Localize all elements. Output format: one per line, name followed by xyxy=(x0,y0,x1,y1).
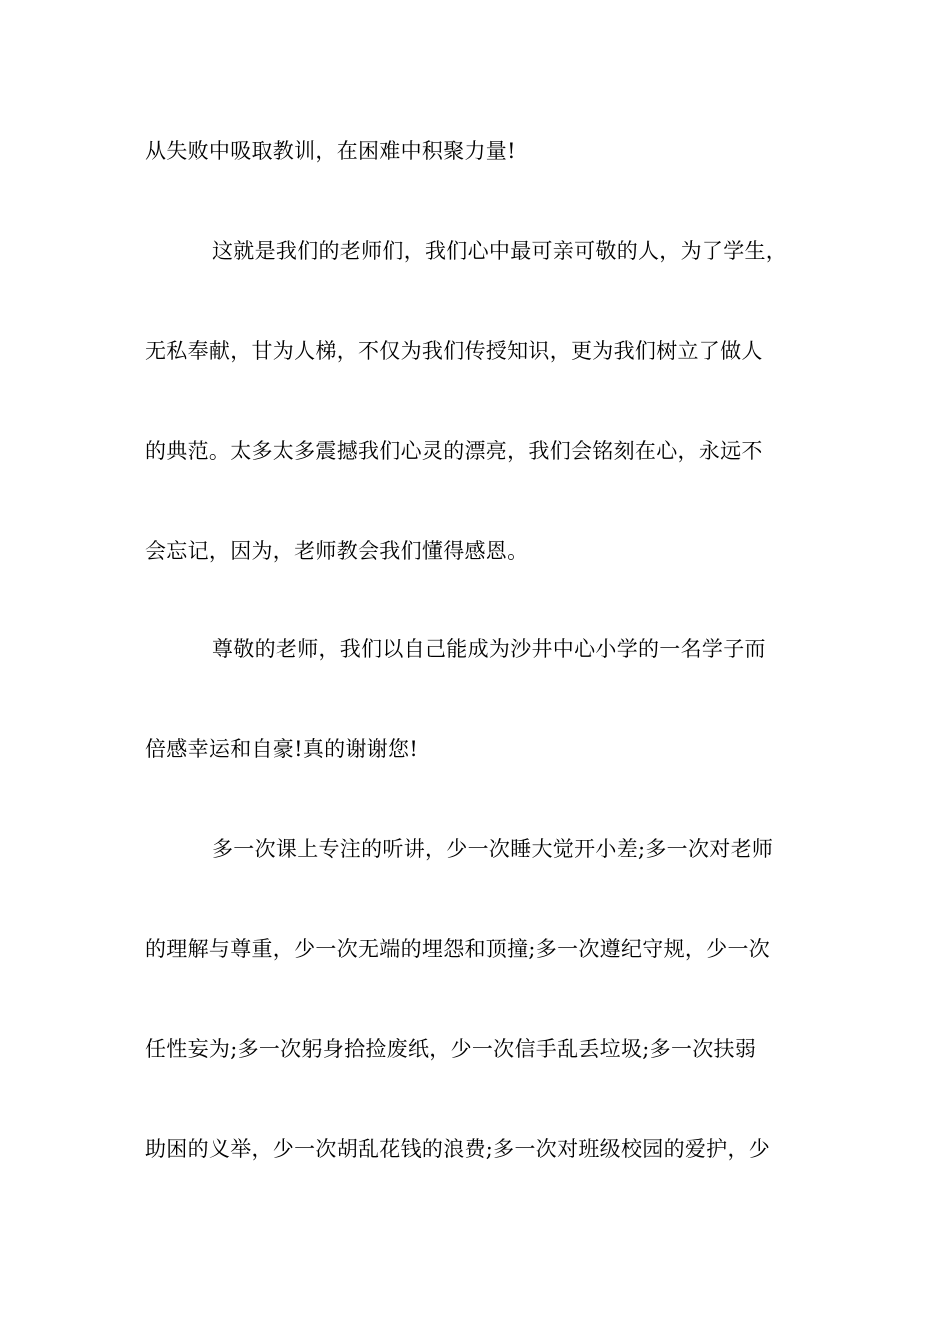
paragraph-start-line: 多一次课上专注的听讲，少一次睡大觉开小差;多一次对老师 xyxy=(212,837,774,861)
text-line: 会忘记，因为，老师教会我们懂得感恩。 xyxy=(145,539,529,563)
text-line: 助困的义举，少一次胡乱花钱的浪费;多一次对班级校园的爱护，少 xyxy=(145,1137,771,1161)
text-line: 从失败中吸取教训，在困难中积聚力量! xyxy=(145,139,516,163)
text-line: 的典范。太多太多震撼我们心灵的漂亮，我们会铭刻在心，永远不 xyxy=(145,439,763,463)
text-line: 任性妄为;多一次躬身拾捡废纸，少一次信手乱丢垃圾;多一次扶弱 xyxy=(145,1037,757,1061)
text-line: 倍感幸运和自豪!真的谢谢您! xyxy=(145,737,419,761)
paragraph-start-line: 这就是我们的老师们，我们心中最可亲可敬的人，为了学生， xyxy=(212,239,788,263)
paragraph-start-line: 尊敬的老师，我们以自己能成为沙井中心小学的一名学子而 xyxy=(212,637,766,661)
text-line: 无私奉献，甘为人梯，不仅为我们传授知识，更为我们树立了做人 xyxy=(145,339,763,363)
text-line: 的理解与尊重，少一次无端的埋怨和顶撞;多一次遵纪守规，少一次 xyxy=(145,937,771,961)
